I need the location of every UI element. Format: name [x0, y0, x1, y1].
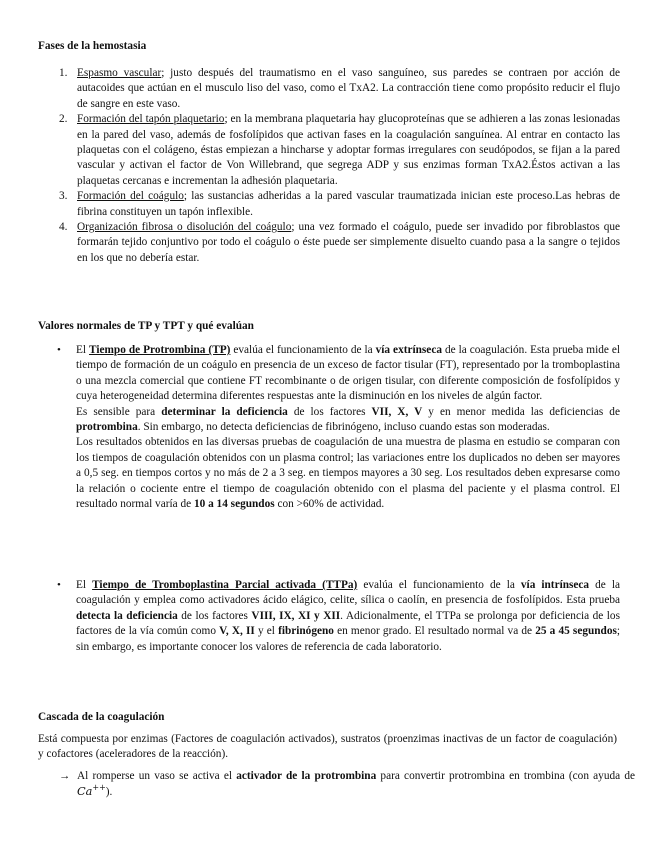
list-item-text: Formación del coágulo; las sustancias adheridas a la pared vascular traumatizada inician este proceso.Las hebras de fibrina constituyen un tapón inflexible. — [77, 190, 620, 218]
via-intrinseca: vía intrínseca — [520, 579, 590, 591]
list-item — [0, 220, 620, 266]
section-title-valores: Valores normales de TP y TPT y qué evalúan — [38, 320, 254, 332]
cascada-intro: Está compuesta por enzimas (Factores de coagulación activados), sustratos (proenzimas inactivas de un factor de coagulación) y cofactores (aceleradores de la reacción). — [38, 733, 617, 761]
bullet-icon: • — [57, 579, 61, 591]
via-extrinseca: vía extrínseca — [375, 344, 442, 356]
ttpa-term: Tiempo de Tromboplastina Parcial activada (TTPa) — [92, 579, 358, 591]
list-number: 2. — [59, 113, 68, 126]
bullet-icon: • — [57, 344, 61, 356]
right-arrow-icon: → — [59, 770, 71, 782]
tp-paragraph-2: Es sensible para determinar la deficiencia de los factores VII, X, V y en menor medida las deficiencias de protrombina. Sin embargo, no detecta deficiencias de fibrinógeno, incluso cuando estas son moderadas. — [76, 405, 620, 434]
list-number: 1. — [59, 67, 68, 79]
list-item-text: Espasmo vascular; justo después del traumatismo en el vaso sanguíneo, sus paredes se contraen por acción de autacoides que actúan en el musculo liso del vaso, como el TxA2. La contracción tiene como propósito reducir el flujo de sangre en este vaso. — [77, 67, 620, 110]
list-item — [0, 112, 620, 189]
phase-term: Organización fibrosa o disolución del coágulo — [77, 221, 292, 234]
tp-paragraph-1: El Tiempo de Protrombina (TP) evalúa el funcionamiento de la vía extrínseca de la coagulación. Esta prueba mide el tiempo de formación de un coágulo en presencia de un exceso de factor tisular (FT), representado por la tromboplastina o una mezcla comercial que contiene FT recombinante o de origen tisular, con diferente composición de fosfolípidos y cuya heterogeneidad determina diferentes respuestas ante la disminución en los niveles de algún factor. — [76, 344, 620, 403]
section-title-cascada: Cascada de la coagulación — [38, 711, 165, 723]
list-item-text: Organización fibrosa o disolución del coágulo; una vez formado el coágulo, puede ser invadido por fibroblastos que formarán tejido conjuntivo por todo el coágulo o éste puede ser simplemente disuelto cuando pasa a la sangre o tejidos en los que no debería estar. — [77, 221, 621, 264]
ttpa-bullet-list — [0, 578, 620, 655]
tp-term: Tiempo de Protrombina (TP) — [89, 344, 231, 356]
ttpa-paragraph: El Tiempo de Tromboplastina Parcial activada (TTPa) evalúa el funcionamiento de la vía intrínseca de la coagulación y emplea como activadores ácido elágico, celite, sílica o caolín, en presencia de fosfolípidos. Esta prueba detecta la deficiencia de los factores VIII, IX, XI y XII. Adicionalmente, el TTPa se prolonga por deficiencia de los factores de la vía común como V, X, II y el fibrinógeno en menor grado. El resultado normal va de 25 a 45 segundos; sin embargo, es importante conocer los valores de referencia de cada laboratorio. — [76, 579, 621, 653]
phase-term: Espasmo vascular — [77, 67, 162, 79]
calcium-formula: Ca++ — [77, 783, 106, 799]
list-item — [0, 343, 620, 512]
phase-term: Formación del coágulo — [77, 190, 184, 203]
list-item-text: Formación del tapón plaquetario; en la membrana plaquetaria hay glucoproteínas que se adhieren a las zonas lesionadas en la pared del vaso, además de fosfolípidos que activan fases en la coagulación sanguínea. Al entrar en contacto las plaquetas con el colágeno, éstas empiezan a hincharse y adoptar formas irregulares con seudópodos, se fijan a la pared vascular y activan el factor de Von Willebrand, que segrega ADP y sus enzimas forman TxA2.Éstos activan a las plaquetas cercanas e incrementan la adhesión plaquetaria. — [77, 113, 621, 187]
list-item — [0, 189, 620, 220]
list-number: 4. — [59, 221, 68, 234]
phases-list — [0, 66, 620, 266]
phase-term: Formación del tapón plaquetario — [77, 113, 225, 126]
tp-bullet-list — [0, 343, 620, 512]
cascada-arrow-item: → Al romperse un vaso se activa el activador de la protrombina para convertir protrombina en trombina (con ayuda de Ca++). — [59, 770, 636, 799]
list-item — [0, 66, 620, 112]
list-number: 3. — [59, 190, 68, 203]
list-item — [0, 578, 620, 655]
tp-paragraph-3: Los resultados obtenidos en las diversas pruebas de coagulación de una muestra de plasma en estudio se comparan con los tiempos de coagulación obtenidos con un plasma control; las variaciones entre los duplicados no deben ser mayores a 0,5 seg. en tiempos cortos y no más de 2 a 3 seg. en tiempos mayores a 30 seg. Los resultados deben expresarse como la relación o cociente entre el tiempo de coagulación obtenido con el plasma del paciente y el plasma control. El resultado normal varía de 10 a 14 segundos con >60% de actividad. — [76, 436, 620, 511]
section-title-hemostasia: Fases de la hemostasia — [38, 40, 147, 52]
